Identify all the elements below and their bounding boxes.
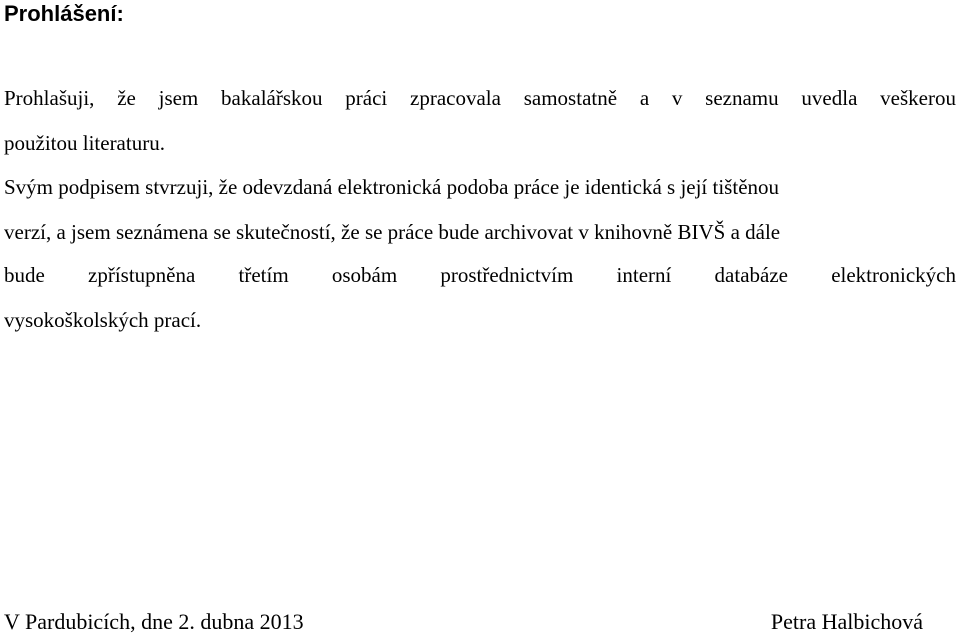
word: prostřednictvím xyxy=(440,263,574,287)
word: bakalářskou xyxy=(221,86,323,110)
word: seznamu xyxy=(705,86,779,110)
word: elektronických xyxy=(831,263,956,287)
word: práci xyxy=(345,86,388,110)
declaration-line-3: Svým podpisem stvrzuji, že odevzdaná elektronická podoba práce je identická s její tištěnou xyxy=(4,175,780,199)
word: v xyxy=(671,86,683,110)
declaration-line-2: použitou literaturu. xyxy=(4,131,165,155)
place-and-date: V Pardubicích, dne 2. dubna 2013 xyxy=(4,609,304,634)
declaration-line-4: verzí, a jsem seznámena se skutečností, že se práce bude archivovat v knihovně BIVŠ a dále xyxy=(4,220,781,244)
word: a xyxy=(639,86,650,110)
word: interní xyxy=(616,263,672,287)
word: uvedla xyxy=(801,86,858,110)
word: že xyxy=(117,86,136,110)
word: třetím xyxy=(238,263,289,287)
word: osobám xyxy=(331,263,398,287)
word: samostatně xyxy=(523,86,618,110)
word: zpřístupněna xyxy=(88,263,196,287)
author-name: Petra Halbichová xyxy=(770,609,923,634)
word: zpracovala xyxy=(410,86,501,110)
word: Prohlašuji, xyxy=(4,86,95,110)
declaration-line-1 xyxy=(4,85,956,111)
declaration-heading: Prohlášení: xyxy=(4,1,124,26)
word: databáze xyxy=(714,263,788,287)
declaration-line-6: vysokoškolských prací. xyxy=(4,308,202,332)
word: veškerou xyxy=(880,86,956,110)
word: bude xyxy=(4,263,45,287)
word: jsem xyxy=(158,86,199,110)
declaration-line-5 xyxy=(4,262,956,288)
